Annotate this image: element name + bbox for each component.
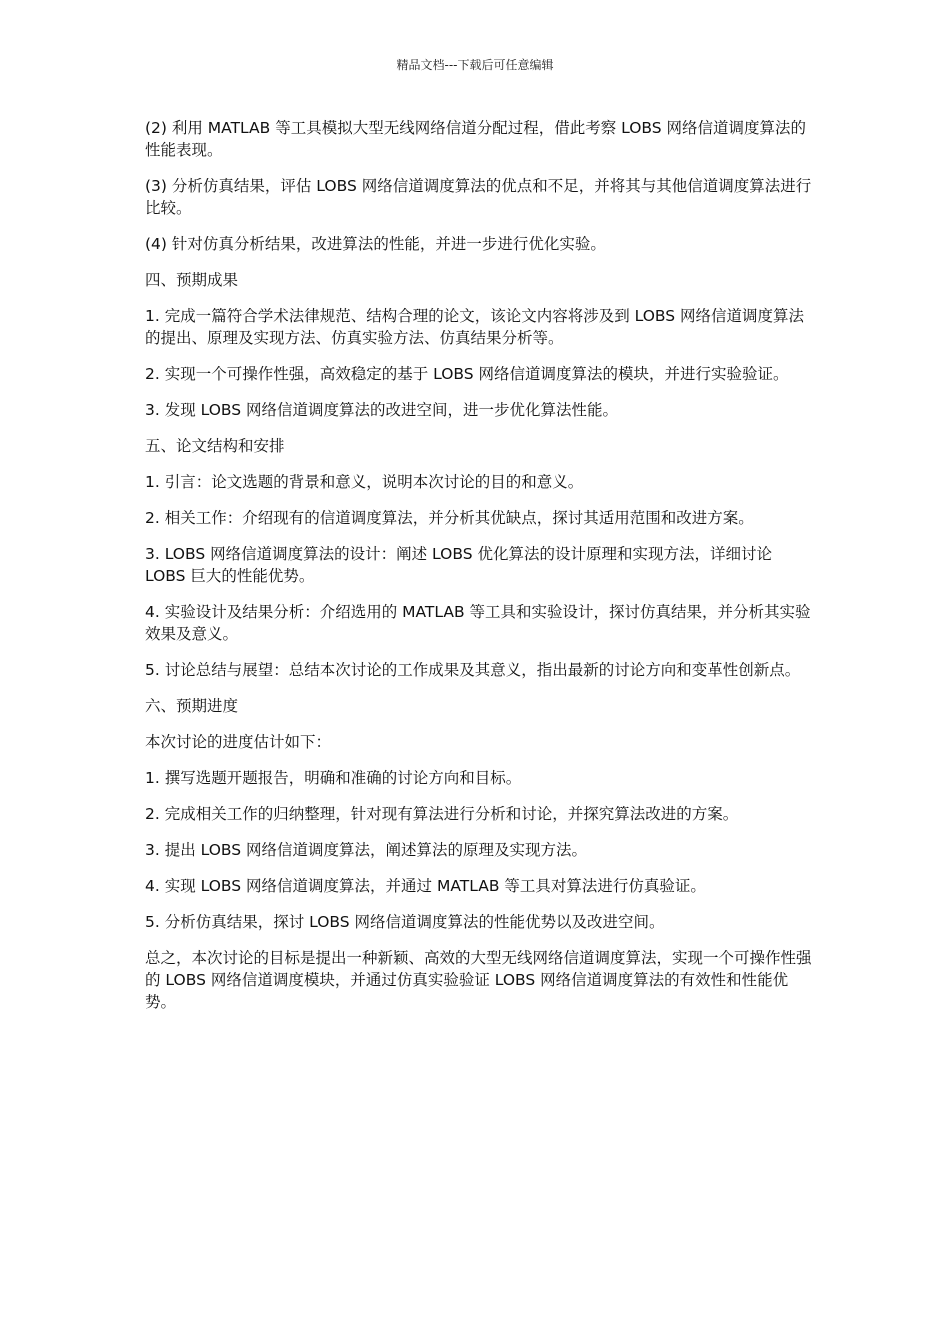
paragraph-structure-2: 2. 相关工作：介绍现有的信道调度算法，并分析其优缺点，探讨其适用范围和改进方案。 xyxy=(145,509,754,527)
paragraph-structure-4: 4. 实验设计及结果分析：介绍选用的 MATLAB 等工具和实验设计，探讨仿真结果，并分析其实验效果及意义。 xyxy=(145,603,811,643)
section-heading-schedule: 六、预期进度 xyxy=(145,697,239,715)
paragraph-schedule-1: 1. 撰写选题开题报告，明确和准确的讨论方向和目标。 xyxy=(145,769,522,787)
paragraph-structure-3: 3. LOBS 网络信道调度算法的设计：阐述 LOBS 优化算法的设计原理和实现方法，详细讨论 LOBS 巨大的性能优势。 xyxy=(145,545,772,585)
paragraph-schedule-5: 5. 分析仿真结果，探讨 LOBS 网络信道调度算法的性能优势以及改进空间。 xyxy=(145,913,665,931)
paragraph-schedule-4: 4. 实现 LOBS 网络信道调度算法，并通过 MATLAB 等工具对算法进行仿真验证。 xyxy=(145,877,706,895)
paragraph-result-3: 3. 发现 LOBS 网络信道调度算法的改进空间，进一步优化算法性能。 xyxy=(145,401,619,419)
paragraph-result-2: 2. 实现一个可操作性强，高效稳定的基于 LOBS 网络信道调度算法的模块，并进行实验验证。 xyxy=(145,365,789,383)
paragraph-schedule-intro: 本次讨论的进度估计如下： xyxy=(145,733,332,751)
paragraph-structure-1: 1. 引言：论文选题的背景和意义，说明本次讨论的目的和意义。 xyxy=(145,473,584,491)
paragraph-structure-5: 5. 讨论总结与展望：总结本次讨论的工作成果及其意义，指出最新的讨论方向和变革性创新点。 xyxy=(145,661,801,679)
paragraph-conclusion: 总之，本次讨论的目标是提出一种新颖、高效的大型无线网络信道调度算法，实现一个可操作性强的 LOBS 网络信道调度模块，并通过仿真实验验证 LOBS 网络信道调度算法的有效性和性能优势。 xyxy=(145,949,812,1011)
paragraph-method-4: (4) 针对仿真分析结果，改进算法的性能，并进一步进行优化实验。 xyxy=(145,235,606,253)
paragraph-method-2: (2) 利用 MATLAB 等工具模拟大型无线网络信道分配过程，借此考察 LOBS 网络信道调度算法的性能表现。 xyxy=(145,119,807,159)
paragraph-method-3: (3) 分析仿真结果，评估 LOBS 网络信道调度算法的优点和不足，并将其与其他信道调度算法进行比较。 xyxy=(145,177,812,217)
paragraph-result-1: 1. 完成一篇符合学术法律规范、结构合理的论文，该论文内容将涉及到 LOBS 网络信道调度算法的提出、原理及实现方法、仿真实验方法、仿真结果分析等。 xyxy=(145,307,805,347)
paragraph-schedule-2: 2. 完成相关工作的归纳整理，针对现有算法进行分析和讨论，并探究算法改进的方案。 xyxy=(145,805,739,823)
document-body xyxy=(145,117,815,1027)
paragraph-schedule-3: 3. 提出 LOBS 网络信道调度算法，阐述算法的原理及实现方法。 xyxy=(145,841,588,859)
section-heading-expected-results: 四、预期成果 xyxy=(145,271,239,289)
page-header: 精品文档---下载后可任意编辑 xyxy=(396,58,554,72)
section-heading-structure: 五、论文结构和安排 xyxy=(145,437,285,455)
